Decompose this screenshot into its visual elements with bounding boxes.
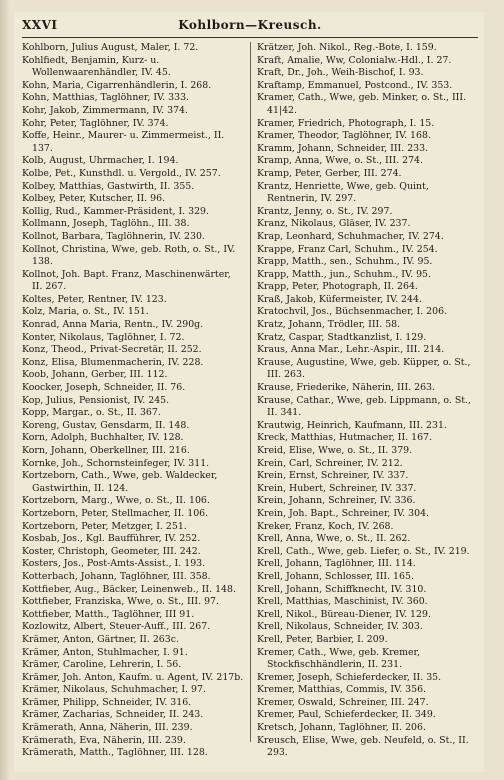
directory-entry: Krell, Johann, Taglöhner, III. 114.: [257, 558, 416, 570]
directory-entry: Kollnot, Joh. Bapt. Franz, Maschinenwärter, II. 267.: [22, 268, 231, 293]
directory-entry: Kremer, Matthias, Commis, IV. 356.: [257, 684, 427, 696]
directory-entry: Kornke, Joh., Schornsteinfeger, IV. 311.: [22, 457, 210, 469]
directory-entry: Kraft, Dr., Joh., Weih-Bischof, I. 93.: [257, 67, 424, 79]
directory-entry: Kopp, Margar., o. St., II. 367.: [22, 407, 161, 419]
directory-entry: Kranz, Nikolaus, Gläser, IV. 237.: [257, 218, 411, 230]
directory-entry: Krein, Joh. Bapt., Schreiner, IV. 304.: [257, 507, 430, 519]
directory-entry: Krämer, Anton, Stuhlmacher, I. 91.: [22, 646, 188, 658]
page-number: XXVI: [22, 18, 58, 32]
directory-entry: Krämerath, Eva, Näherin, III. 239.: [22, 734, 186, 746]
directory-entry: Kolbey, Peter, Kutscher, II. 96.: [22, 193, 166, 205]
directory-entry: Kottfieber, Matth., Taglöhner, III 91.: [22, 608, 195, 620]
directory-entry: Konz, Theod., Privat-Secretär, II. 252.: [22, 344, 202, 356]
directory-entry: Kremer, Paul, Schieferdecker, II. 349.: [257, 709, 436, 721]
directory-entry: Kremer, Cath., Wwe, geb. Kremer, Stockfischhändlerin, II. 231.: [257, 646, 420, 671]
directory-entry: Krämerath, Anna, Näherin, III. 239.: [22, 722, 193, 734]
directory-entry: Kremer, Joseph, Schieferdecker, II. 35.: [257, 671, 442, 683]
directory-entry: Kramer, Cath., Wwe, geb. Minker, o. St., III. 41|42.: [257, 92, 467, 116]
directory-entry: Kratochvil, Jos., Büchsenmacher, I. 206.: [257, 306, 448, 318]
directory-entry: Krell, Johann, Schlosser, III. 165.: [257, 570, 414, 582]
directory-entry: Kreusch, Elise, Wwe, geb. Neufeld, o. St., II. 293.: [257, 734, 469, 759]
directory-entry: Krämer, Anton, Gärtner, II. 263c.: [22, 633, 179, 645]
directory-entry: Kratz, Caspar, Stadtkanzlist, I. 129.: [257, 331, 427, 343]
directory-entry: Kreid, Elise, Wwe, o. St., II. 379.: [257, 445, 413, 456]
directory-entry: Krätzer, Joh. Nikol., Reg.-Bote, I. 159.: [257, 42, 437, 53]
directory-entry: Krap, Leonhard, Schuhmacher, IV. 274.: [257, 230, 444, 242]
directory-entry: Krämer, Caroline, Lehrerin, I. 56.: [22, 659, 182, 671]
directory-entry: Kolz, Maria, o. St., IV. 151.: [22, 306, 149, 318]
directory-entry: Koster, Christoph, Geometer, III. 242.: [22, 545, 201, 557]
directory-entry: Krell, Matthias, Maschinist, IV. 360.: [257, 596, 428, 608]
directory-entry: Konter, Nikolaus, Taglöhner, I. 72.: [22, 331, 185, 343]
directory-entry: Krautwig, Heinrich, Kaufmann, III. 231.: [257, 419, 447, 431]
directory-entry: Kotterbach, Johann, Taglöhner, III. 358.: [22, 570, 211, 582]
directory-entry: Koltes, Peter, Rentner, IV. 123.: [22, 293, 167, 305]
directory-entry: Koreng, Gustav, Gensdarm, II. 148.: [22, 419, 190, 431]
directory-entry: Kohr, Peter, Taglöhner, IV. 374.: [22, 117, 169, 129]
directory-entry: Kramer, Theodor, Taglöhner, IV. 168.: [257, 130, 431, 142]
directory-entry: Kraus, Anna Mar., Lehr.-Aspir., III. 214.: [257, 344, 445, 356]
directory-entry: Kollmann, Joseph, Taglöhn., III. 38.: [22, 218, 190, 230]
directory-entry: Kohlfiedt, Benjamin, Kurz- u. Wollenwaarenhändler, IV. 45.: [22, 54, 171, 79]
directory-entry: Korn, Adolph, Buchhalter, IV. 128.: [22, 432, 184, 444]
directory-entry: Kollnot, Christina, Wwe, geb. Roth, o. St., IV. 138.: [22, 243, 236, 268]
directory-entry: Krapp, Matth., jun., Schuhm., IV. 95.: [257, 268, 431, 280]
directory-entry: Kohn, Matthias, Taglöhner, IV. 333.: [22, 92, 190, 104]
directory-entry: Kollig, Rud., Kammer-Präsident, I. 329.: [22, 205, 210, 217]
directory-entry: Kolb, August, Uhrmacher, I. 194.: [22, 155, 179, 167]
page-header: [22, 18, 478, 36]
directory-entry: Kreck, Matthias, Hutmacher, II. 167.: [257, 432, 432, 444]
directory-entry: Krause, Cathar., Wwe, geb. Lippmann, o. St., II. 341.: [257, 394, 471, 419]
directory-entry: Kohn, Maria, Cigarrenhändlerin, I. 268.: [22, 79, 212, 91]
directory-entry: Krause, Friederike, Näherin, III. 263.: [257, 382, 435, 394]
directory-entry: Kramp, Anna, Wwe, o. St., III. 274.: [257, 155, 424, 167]
directory-entry: Krämer, Zacharias, Schneider, II. 243.: [22, 709, 204, 721]
directory-entry: Kozlowitz, Albert, Steuer-Auff., III. 267.: [22, 621, 211, 633]
directory-entry: Konrad, Anna Maria, Rentn., IV. 290g.: [22, 319, 204, 331]
directory-entry: Koffe, Heinr., Maurer- u. Zimmermeist., II. 137.: [22, 130, 225, 154]
directory-entry: Krell, Anna, Wwe, o. St., II. 262.: [257, 533, 411, 545]
left-column: [22, 42, 244, 760]
directory-entry: Krämer, Nikolaus, Schuhmacher, I. 97.: [22, 684, 206, 696]
directory-entry: Krämerath, Matth., Taglöhner, III. 128.: [22, 747, 208, 759]
directory-entry: Kottfieber, Franziska, Wwe, o. St., III. 97.: [22, 596, 220, 608]
directory-entry: Krappe, Franz Carl, Schuhm., IV. 254.: [257, 243, 438, 255]
directory-entry: Krell, Johann, Schiffknecht, IV. 310.: [257, 583, 427, 595]
directory-entry: Krause, Augustine, Wwe, geb. Küpper, o. St., III. 263.: [257, 356, 471, 381]
directory-entry: Krell, Nikolaus, Schneider, IV. 303.: [257, 621, 423, 633]
directory-entry: Krantz, Henriette, Wwe, geb. Quint, Rentnerin, IV. 297.: [257, 180, 429, 205]
directory-entry: Kohlborn, Julius August, Maler, I. 72.: [22, 42, 199, 53]
directory-entry: Kraß, Jakob, Küfermeister, IV. 244.: [257, 293, 422, 305]
directory-entry: Krein, Ernst, Schreiner, IV. 337.: [257, 470, 409, 482]
directory-entry: Kosbab, Jos., Kgl. Baufführer, IV. 252.: [22, 533, 201, 545]
running-title: Kohlborn—Kreusch.: [178, 18, 322, 32]
directory-entry: Koob, Johann, Gerber, III. 112.: [22, 369, 168, 381]
directory-entry: Krell, Cath., Wwe, geb. Liefer, o. St., IV. 219.: [257, 545, 470, 557]
directory-entry: Kortzeborn, Peter, Metzger, I. 251.: [22, 520, 187, 532]
directory-entry: Kolbe, Pet., Kunsthdl. u. Vergold., IV. 257.: [22, 167, 221, 179]
directory-entry: Krämer, Joh. Anton, Kaufm. u. Agent, IV. 217b.: [22, 671, 244, 683]
directory-entry: Koocker, Joseph, Schneider, II. 76.: [22, 382, 186, 394]
directory-entry: Kortzeborn, Cath., Wwe, geb. Waldecker, Gastwirthin, II. 124.: [22, 470, 218, 494]
directory-entry: Kortzeborn, Marg., Wwe, o. St., II. 106.: [22, 495, 210, 507]
directory-entry: Kramer, Friedrich, Photograph, I. 15.: [257, 117, 435, 129]
directory-entry: Kottfieber, Aug., Bäcker, Leinenweb., II. 148.: [22, 583, 236, 595]
directory-entry: Kortzeborn, Peter, Stellmacher, II. 106.: [22, 507, 209, 519]
directory-entry: Kratz, Johann, Trödler, III. 58.: [257, 319, 401, 331]
directory-entry: Kohr, Jakob, Zimmermann, IV. 374.: [22, 104, 188, 116]
directory-entry: Krantz, Jenny, o. St., IV. 297.: [257, 205, 393, 217]
directory-entry: Kop, Julius, Pensionist, IV. 245.: [22, 394, 170, 406]
directory-entry: Krein, Hubert, Schreiner, IV. 337.: [257, 482, 417, 494]
directory-entry: Krell, Nikol., Büreau-Diener, IV. 129.: [257, 608, 431, 620]
directory-entry: Kretsch, Johann, Taglöhner, II. 206.: [257, 722, 426, 734]
right-column: [257, 42, 479, 760]
directory-entry: Kreker, Franz, Koch, IV. 268.: [257, 520, 394, 532]
directory-entry: Kosters, Jos., Post-Amts-Assist., I. 193.: [22, 558, 206, 570]
directory-entry: Kolbey, Matthias, Gastwirth, II. 355.: [22, 180, 195, 192]
directory-entry: Kremer, Oswald, Schreiner, III. 247.: [257, 696, 429, 708]
directory-entry: Korn, Johann, Oberkellner, III. 216.: [22, 445, 190, 456]
directory-entry: Konz, Elisa, Blumenmacherin, IV. 228.: [22, 356, 204, 368]
book-spine-shadow: [0, 0, 10, 780]
directory-entry: Krell, Peter, Barbier, I. 209.: [257, 633, 388, 645]
directory-entry: Krämer, Philipp, Schneider, IV. 316.: [22, 696, 192, 708]
directory-entry: Krein, Johann, Schreiner, IV. 336.: [257, 495, 416, 507]
directory-entry: Krapp, Matth., sen., Schuhm., IV. 95.: [257, 256, 433, 268]
directory-entry: Krein, Carl, Schreiner, IV. 212.: [257, 457, 403, 469]
header-rule: [22, 37, 478, 38]
directory-entry: Kollnot, Barbara, Taglöhnerin, IV. 230.: [22, 230, 205, 242]
directory-entry: Kraft, Amalie, Ww, Colonialw.-Hdl., I. 27.: [257, 54, 452, 66]
directory-entry: Kramm, Johann, Schneider, III. 233.: [257, 142, 429, 154]
directory-entry: Krapp, Peter, Photograph, II. 264.: [257, 281, 418, 293]
column-divider: [250, 42, 251, 742]
directory-entry: Kramp, Peter, Gerber, III. 274.: [257, 167, 402, 179]
directory-entry: Kraftamp, Emmanuel, Postcond., IV. 353.: [257, 79, 453, 91]
